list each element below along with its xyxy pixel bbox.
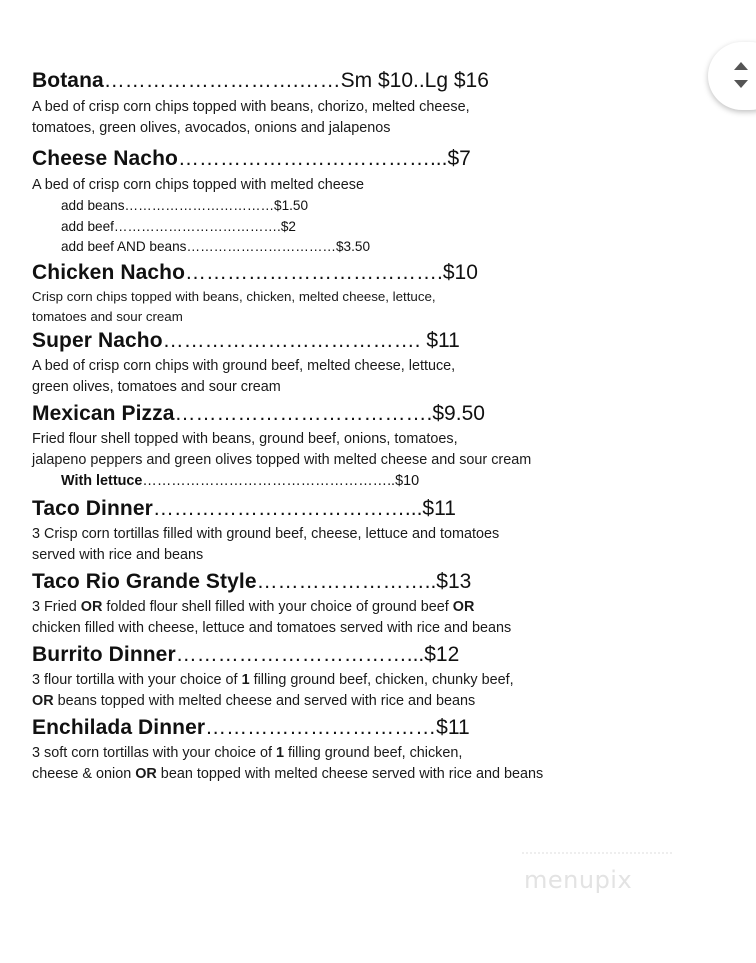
desc-line: jalapeno peppers and green olives topped with melted cheese and sour cream [32, 452, 532, 468]
item-price: $11 [426, 329, 460, 352]
desc-line [32, 618, 511, 639]
item-description [32, 524, 499, 566]
desc-text: 3 flour tortilla with your choice of [32, 672, 242, 688]
leader-dots: …………………………… [205, 716, 437, 739]
item-name: Taco Dinner [32, 497, 153, 520]
menupix-watermark: menupix [524, 866, 633, 894]
leader-dots: …………………………… [186, 239, 336, 254]
leader-dots: ……………………….…… [103, 69, 341, 92]
desc-line: A bed of crisp corn chips topped with melted cheese [32, 177, 364, 193]
desc-emphasis: OR [452, 599, 475, 615]
desc-line: A bed of crisp corn chips with ground beef, melted cheese, lettuce, [32, 358, 456, 374]
desc-text: bean topped with melted cheese served with rice and beans [156, 766, 544, 782]
item-name: Super Nacho [32, 329, 163, 352]
menu-item-botana [32, 70, 489, 139]
desc-line: 3 Crisp corn tortillas filled with ground beef, cheese, lettuce and tomatoes [32, 526, 500, 542]
item-description [32, 429, 531, 471]
desc-line: tomatoes and sour cream [32, 309, 183, 324]
item-description [32, 97, 489, 139]
item-description [32, 743, 543, 785]
addon-price: $1.50 [274, 198, 309, 213]
desc-text: 3 Fried [32, 599, 81, 615]
addon-label: With lettuce [61, 473, 143, 489]
menu-item-mexican-pizza [32, 403, 531, 492]
watermark-divider [522, 852, 672, 856]
menu-item-chicken-nacho [32, 262, 478, 327]
desc-text: filling ground beef, chicken, [283, 745, 463, 761]
addon-row [32, 471, 531, 492]
item-name: Enchilada Dinner [32, 716, 206, 739]
desc-line: tomatoes, green olives, avocados, onions and jalapenos [32, 120, 391, 136]
desc-line: served with rice and beans [32, 547, 204, 563]
desc-text: folded flour shell filled with your choice of ground beef [102, 599, 453, 615]
leader-dots: ………………………………. [113, 218, 281, 234]
leader-dots: …………………………………………….. [142, 473, 396, 489]
desc-text: cheese & onion [32, 766, 136, 782]
desc-emphasis: OR [135, 766, 157, 782]
item-name: Mexican Pizza [32, 402, 175, 425]
addon-label: add beans [61, 198, 125, 213]
item-name: Chicken Nacho [32, 261, 186, 284]
addon-row [32, 196, 471, 217]
leader-dots: ………………………………. [177, 147, 436, 170]
desc-emphasis: 1 [275, 745, 284, 761]
desc-text: chicken filled with cheese, lettuce and tomatoes served with rice and beans [32, 620, 512, 636]
desc-line: Crisp corn chips topped with beans, chicken, melted cheese, lettuce, [32, 289, 436, 304]
addon-label: add beef [61, 218, 114, 234]
desc-line [32, 597, 511, 618]
item-price: ..$11 [410, 497, 456, 520]
item-price: ..$13 [424, 570, 472, 593]
desc-line: green olives, tomatoes and sour cream [32, 379, 281, 395]
leader-dots: …………………………… [124, 198, 275, 213]
desc-line: A bed of crisp corn chips topped with beans, chorizo, melted cheese, [32, 99, 470, 115]
menu-item-taco-rio-grande [32, 571, 511, 639]
item-description [32, 175, 471, 196]
menu-item-cheese-nacho [32, 148, 471, 258]
menu-item-super-nacho [32, 330, 460, 398]
leader-dots: ………………………………. [152, 497, 411, 520]
scroll-control-button[interactable] [708, 42, 756, 110]
desc-emphasis: OR [80, 599, 103, 615]
desc-line [32, 670, 514, 691]
item-price: $9.50 [432, 402, 485, 425]
desc-line: Fried flour shell topped with beans, ground beef, onions, tomatoes, [32, 431, 458, 447]
desc-emphasis: 1 [241, 672, 250, 688]
item-price: Sm $10..Lg $16 [340, 69, 489, 92]
desc-line [32, 764, 543, 785]
addon-price: $3.50 [336, 239, 371, 254]
scroll-up-icon[interactable] [734, 62, 748, 70]
leader-dots: …………………… [256, 570, 425, 593]
desc-line [32, 691, 514, 712]
item-price: ..$7 [435, 147, 471, 170]
item-price: $10 [442, 261, 478, 284]
desc-emphasis: OR [32, 693, 54, 709]
addon-label: add beef AND beans [61, 239, 187, 254]
addon-row [32, 217, 471, 238]
menu-item-enchilada-dinner [32, 717, 543, 785]
addon-price: $10 [395, 473, 420, 489]
menu-item-burrito-dinner [32, 644, 514, 712]
item-description [32, 597, 511, 639]
scroll-down-icon[interactable] [734, 80, 748, 88]
leader-dots: ……………………………. [175, 643, 413, 666]
item-description [32, 670, 514, 712]
item-price: $11 [436, 716, 470, 739]
leader-dots: ………………………………. [162, 329, 427, 352]
leader-dots: ………………………………. [185, 261, 443, 284]
item-name: Taco Rio Grande Style [32, 570, 257, 593]
addon-price: $2 [280, 218, 296, 234]
desc-text: filling ground beef, chicken, chunky beef, [249, 672, 514, 688]
item-description [32, 356, 460, 398]
desc-text: beans topped with melted cheese and served with rice and beans [53, 693, 476, 709]
item-name: Burrito Dinner [32, 643, 176, 666]
desc-line [32, 743, 543, 764]
item-name: Botana [32, 69, 104, 92]
item-price: ..$12 [412, 643, 460, 666]
item-name: Cheese Nacho [32, 147, 178, 170]
leader-dots: ………………………………. [174, 402, 433, 425]
menu-item-taco-dinner [32, 498, 499, 566]
desc-text: 3 soft corn tortillas with your choice of [32, 745, 276, 761]
item-description [32, 287, 478, 327]
addon-row [32, 237, 471, 258]
